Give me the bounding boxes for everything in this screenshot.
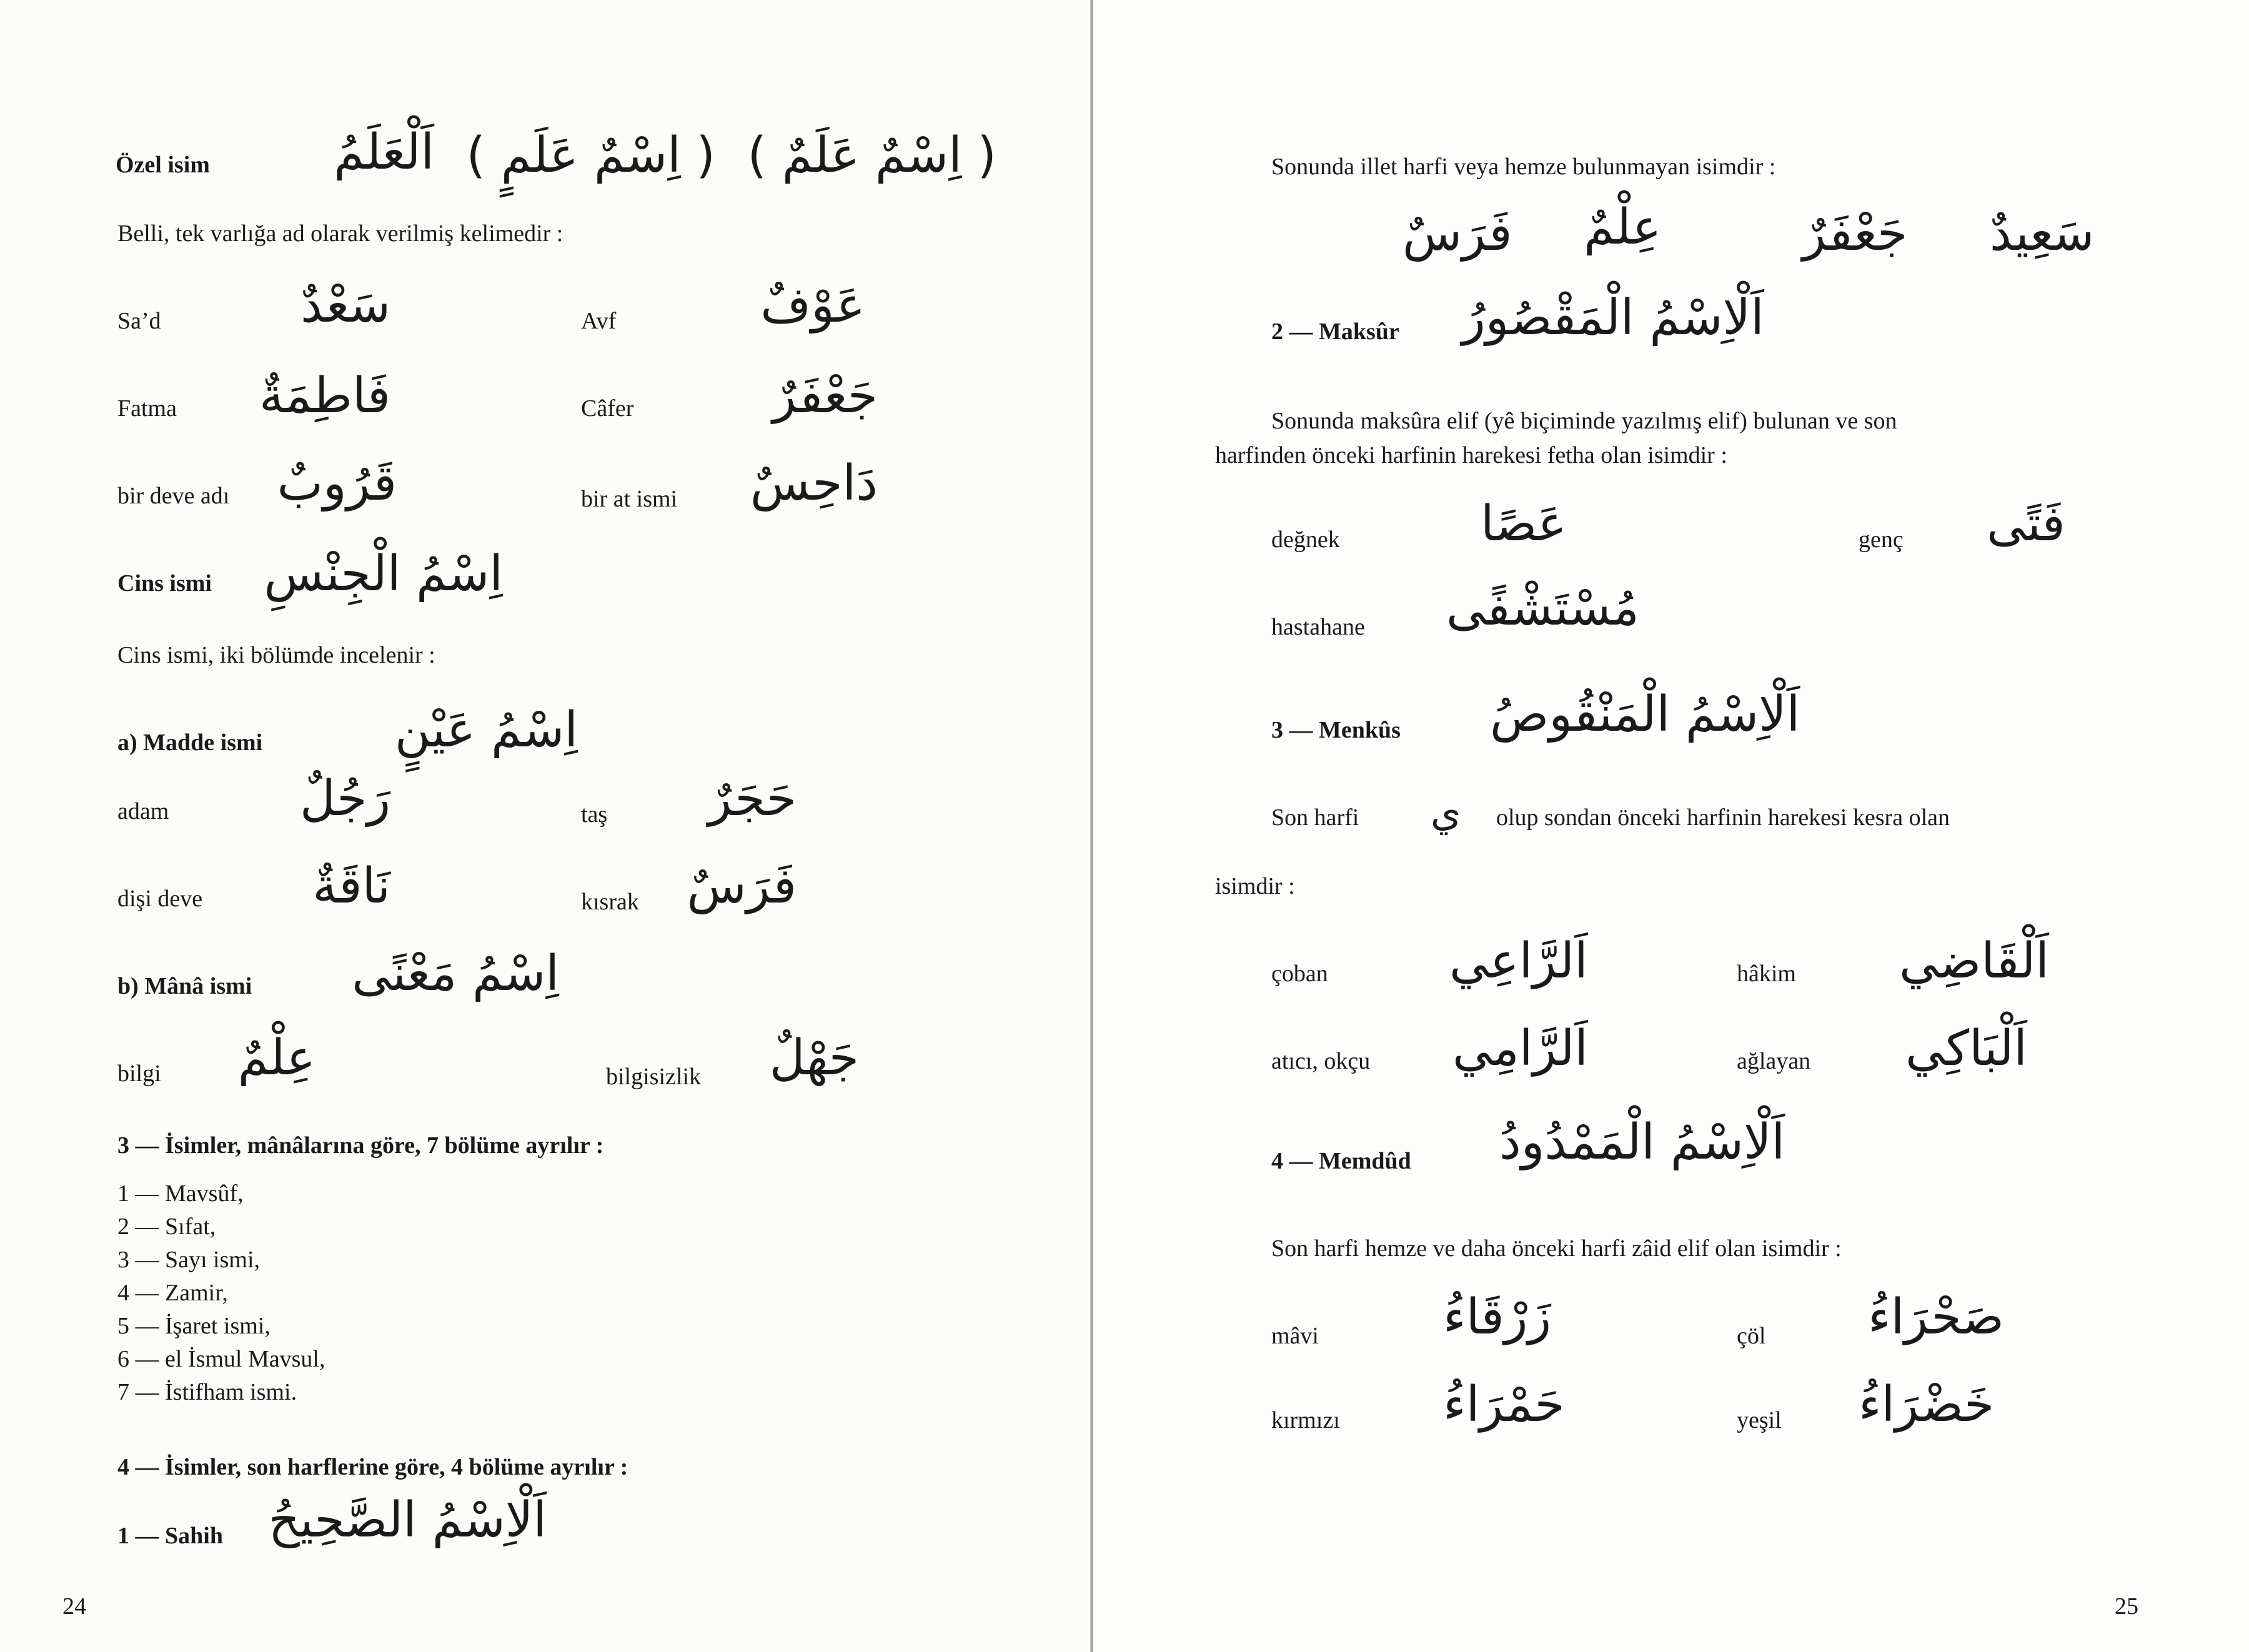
example-ar: عَوْفٌ — [760, 277, 865, 334]
sahih-label: 1 — Sahih — [117, 1523, 223, 1549]
example-tr: adam — [117, 798, 169, 824]
example-tr: atıcı, okçu — [1271, 1048, 1371, 1074]
madde-ismi-label: a) Madde ismi — [117, 730, 263, 756]
left-page — [0, 0, 1090, 1652]
list-item: 6 — el İsmul Mavsul, — [117, 1346, 325, 1372]
sahih-definition: Sonunda illet harfi veya hemze bulunmayan isimdir : — [1271, 154, 1776, 180]
example-tr: kırmızı — [1271, 1407, 1340, 1433]
example-ar: حَمْرَاءُ — [1443, 1377, 1565, 1433]
cins-isim-arabic: اِسْمُ الْجِنْسِ — [264, 546, 503, 602]
menkus-definition-1a: Son harfi — [1271, 804, 1359, 831]
example-tr: Avf — [581, 308, 617, 334]
sahih-example: فَرَسٌ — [1403, 205, 1512, 262]
memdud-label: 4 — Memdûd — [1271, 1148, 1411, 1174]
example-ar: رَجُلٌ — [300, 771, 390, 827]
example-ar: جَعْفَرٌ — [772, 368, 878, 424]
page-number: 25 — [2115, 1593, 2138, 1620]
sahih-example: سَعِيدٌ — [1990, 205, 2095, 262]
sahih-arabic: اَلْاِسْمُ الصَّحِيحُ — [268, 1492, 547, 1548]
example-tr: yeşil — [1737, 1407, 1782, 1433]
example-ar: مُسْتَشْفًى — [1446, 580, 1639, 636]
ozel-isim-arabic-1: اَلْعَلَمُ — [334, 124, 434, 181]
cins-definition: Cins ismi, iki bölümde incelenir : — [117, 642, 435, 668]
example-ar: حَجَرٌ — [708, 771, 797, 827]
sahih-example: عِلْمٌ — [1584, 199, 1662, 255]
ozel-definition: Belli, tek varlığa ad olarak verilmiş kelimedir : — [117, 220, 563, 247]
example-tr: bir deve adı — [117, 483, 230, 509]
example-tr: Sa’d — [117, 308, 161, 334]
memdud-arabic: اَلْاِسْمُ الْمَمْدُودُ — [1499, 1114, 1785, 1170]
page-number: 24 — [62, 1593, 86, 1620]
ozel-isim-label: Özel isim — [116, 152, 210, 178]
example-tr: mâvi — [1271, 1323, 1319, 1349]
example-tr: bir at ismi — [581, 486, 678, 512]
example-ar: فَرَسٌ — [687, 858, 797, 914]
example-ar: نَاقَةٌ — [312, 858, 390, 914]
mana-ismi-label: b) Mânâ ismi — [117, 973, 252, 999]
menkus-label: 3 — Menkûs — [1271, 717, 1401, 743]
example-ar: دَاحِسٌ — [750, 455, 878, 512]
example-tr: Fatma — [117, 395, 177, 422]
example-tr: çöl — [1737, 1323, 1766, 1349]
sahih-example: جَعْفَرٌ — [1802, 205, 1908, 262]
example-ar: اَلْقَاضِي — [1899, 933, 2049, 989]
menkus-definition-1b: olup sondan önceki harfinin harekesi kesra olan — [1496, 804, 1950, 831]
list-item: 5 — İşaret ismi, — [117, 1313, 271, 1339]
example-tr: kısrak — [581, 889, 639, 915]
heading-4: 4 — İsimler, son harflerine göre, 4 bölüme ayrılır : — [117, 1454, 628, 1480]
example-ar: اَلْبَاكِي — [1905, 1021, 2027, 1077]
example-tr: çoban — [1271, 961, 1328, 987]
example-ar: سَعْدٌ — [300, 277, 390, 334]
example-ar: عِلْمٌ — [237, 1030, 315, 1086]
example-ar: خَضْرَاءُ — [1859, 1377, 1995, 1433]
list-item: 4 — Zamir, — [117, 1280, 228, 1306]
heading-3: 3 — İsimler, mânâlarına göre, 7 bölüme ayrılır : — [117, 1132, 604, 1159]
example-ar: فَاطِمَةٌ — [259, 368, 390, 424]
list-item: 2 — Sıfat, — [117, 1214, 216, 1240]
ozel-isim-arabic-2: ( اِسْمٌ عَلَمٍ ) — [466, 127, 715, 184]
mana-ismi-arabic: اِسْمُ مَعْنًى — [352, 946, 559, 1002]
maksur-arabic: اَلْاِسْمُ الْمَقْصُورُ — [1462, 290, 1764, 346]
list-item: 1 — Mavsûf, — [117, 1180, 244, 1207]
example-tr: Câfer — [581, 395, 634, 422]
example-ar: جَهْلٌ — [769, 1030, 859, 1086]
maksur-definition-2: harfinden önceki harfinin harekesi fetha olan isimdir : — [1215, 442, 1727, 468]
example-tr: ağlayan — [1737, 1048, 1811, 1074]
example-ar: عَصًا — [1481, 496, 1567, 552]
example-tr: değnek — [1271, 527, 1340, 553]
example-tr: hastahane — [1271, 614, 1365, 640]
list-item: 3 — Sayı ismi, — [117, 1247, 261, 1273]
maksur-definition-1: Sonunda maksûra elif (yê biçiminde yazılmış elif) bulunan ve son — [1271, 408, 1897, 434]
example-ar: صَحْرَاءُ — [1868, 1289, 2004, 1345]
menkus-definition-2: isimdir : — [1215, 873, 1295, 899]
seven-categories-list — [117, 1177, 325, 1409]
menkus-definition-letter: ي — [1431, 789, 1461, 835]
example-tr: bilgisizlik — [606, 1064, 701, 1090]
example-ar: اَلرَّامِي — [1452, 1021, 1588, 1077]
maksur-label: 2 — Maksûr — [1271, 319, 1399, 345]
example-tr: taş — [581, 801, 608, 828]
example-ar: قَرُوبٌ — [277, 455, 397, 512]
cins-isim-label: Cins ismi — [117, 570, 212, 596]
right-page — [1093, 0, 2249, 1652]
memdud-definition: Son harfi hemze ve daha önceki harfi zâid elif olan isimdir : — [1271, 1235, 1842, 1262]
example-tr: bilgi — [117, 1061, 161, 1087]
example-ar: فَتًى — [1987, 496, 2065, 552]
menkus-arabic: اَلْاِسْمُ الْمَنْقُوصُ — [1490, 686, 1800, 743]
example-tr: dişi deve — [117, 886, 203, 912]
example-ar: زَرْقَاءُ — [1443, 1289, 1552, 1345]
list-item: 7 — İstifham ismi. — [117, 1379, 297, 1405]
example-ar: اَلرَّاعِي — [1449, 933, 1588, 989]
example-tr: genç — [1859, 527, 1904, 553]
example-tr: hâkim — [1737, 961, 1796, 987]
madde-ismi-arabic: اِسْمُ عَيْنٍ — [394, 702, 578, 758]
ozel-isim-arabic-3: ( اِسْمٌ عَلَمٌ ) — [747, 127, 996, 184]
